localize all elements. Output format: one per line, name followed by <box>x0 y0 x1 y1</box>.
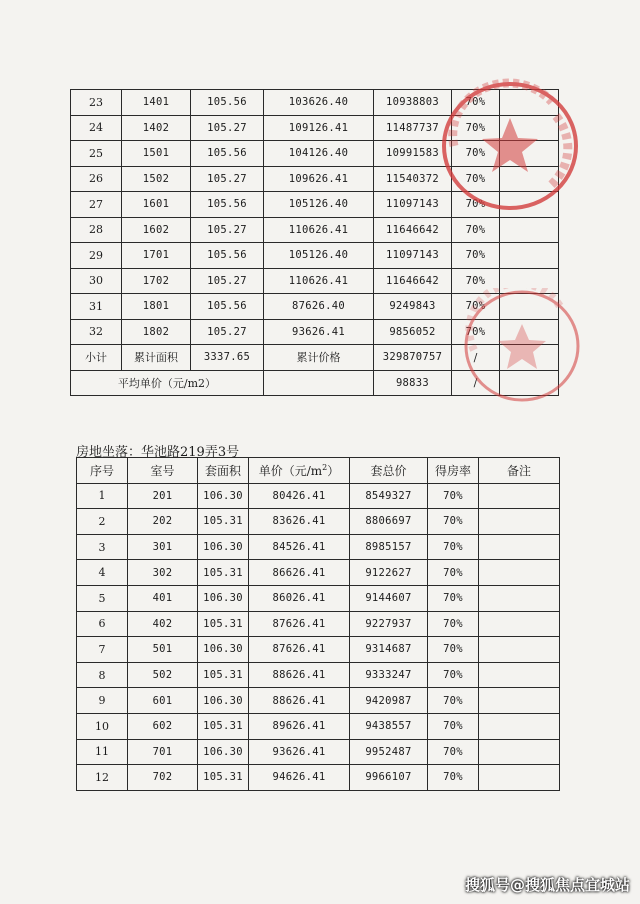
cell-rate: 70% <box>428 688 479 714</box>
cell-total: 8806697 <box>350 509 428 535</box>
cell-unit-price: 93626.41 <box>249 739 350 765</box>
cell-room: 301 <box>128 534 198 560</box>
cell-total: 9952487 <box>350 739 428 765</box>
cell-area: 106.30 <box>198 739 249 765</box>
table-header-row <box>77 458 560 484</box>
table-row <box>71 217 559 243</box>
header-rate: 得房率 <box>428 458 479 484</box>
cell-total: 9314687 <box>350 637 428 663</box>
subtotal-slash: / <box>452 345 500 371</box>
cell-note <box>479 534 560 560</box>
cell-note <box>479 560 560 586</box>
cell-room: 402 <box>128 611 198 637</box>
cell-seq: 8 <box>77 662 128 688</box>
cell-room: 1702 <box>122 268 191 294</box>
cell-unit-price: 88626.41 <box>249 688 350 714</box>
cell-seq: 10 <box>77 713 128 739</box>
cell-unit-price: 84526.41 <box>249 534 350 560</box>
cell-total: 11540372 <box>374 166 452 192</box>
table-row <box>71 243 559 269</box>
bottom-table-body <box>77 483 560 790</box>
cell-area: 105.56 <box>191 243 264 269</box>
cell-rate: 70% <box>452 243 500 269</box>
table-row <box>77 765 560 791</box>
cell-room: 302 <box>128 560 198 586</box>
cell-total: 9966107 <box>350 765 428 791</box>
cell-seq: 12 <box>77 765 128 791</box>
cell-rate: 70% <box>452 141 500 167</box>
cell-total: 11646642 <box>374 268 452 294</box>
cell-area: 106.30 <box>198 585 249 611</box>
average-price-value: 98833 <box>374 370 452 396</box>
cell-seq: 25 <box>71 141 122 167</box>
cell-unit-price: 109626.41 <box>264 166 374 192</box>
table-row <box>77 662 560 688</box>
cell-area: 106.30 <box>198 534 249 560</box>
company-seal-stamp <box>462 288 584 408</box>
cell-area: 105.56 <box>191 294 264 320</box>
header-note: 备注 <box>479 458 560 484</box>
cell-area: 105.31 <box>198 560 249 586</box>
cell-seq: 24 <box>71 115 122 141</box>
cell-unit-price: 86026.41 <box>249 585 350 611</box>
cell-seq: 4 <box>77 560 128 586</box>
cell-rate: 70% <box>428 739 479 765</box>
cell-rate: 70% <box>452 319 500 345</box>
subtotal-area-label: 累计面积 <box>122 345 191 371</box>
header-unit-price-main: 单价（元/m <box>258 463 323 478</box>
cell-total: 9122627 <box>350 560 428 586</box>
cell-room: 1701 <box>122 243 191 269</box>
cell-rate: 70% <box>428 637 479 663</box>
cell-seq: 9 <box>77 688 128 714</box>
cell-room: 201 <box>128 483 198 509</box>
location-label: 房地坐落： <box>76 445 142 460</box>
cell-area: 105.27 <box>191 268 264 294</box>
cell-note <box>479 739 560 765</box>
cell-seq: 30 <box>71 268 122 294</box>
header-room: 室号 <box>128 458 198 484</box>
cell-area: 106.30 <box>198 637 249 663</box>
cell-area: 105.27 <box>191 115 264 141</box>
cell-room: 1602 <box>122 217 191 243</box>
cell-rate: 70% <box>452 90 500 116</box>
cell-unit-price: 94626.41 <box>249 765 350 791</box>
cell-room: 202 <box>128 509 198 535</box>
seal-text-arc <box>453 83 552 146</box>
cell-total: 9333247 <box>350 662 428 688</box>
cell-note <box>479 509 560 535</box>
cell-note <box>479 662 560 688</box>
header-unit-price-sup: 2 <box>322 462 328 472</box>
cell-seq: 11 <box>77 739 128 765</box>
cell-note <box>500 217 559 243</box>
cell-rate: 70% <box>428 611 479 637</box>
table-row <box>77 483 560 509</box>
cell-area: 105.27 <box>191 217 264 243</box>
cell-room: 601 <box>128 688 198 714</box>
cell-unit-price: 105126.40 <box>264 243 374 269</box>
cell-room: 702 <box>128 765 198 791</box>
header-seq: 序号 <box>77 458 128 484</box>
seal-star-icon <box>482 118 538 172</box>
cell-unit-price: 103626.40 <box>264 90 374 116</box>
table-row <box>77 611 560 637</box>
cell-room: 501 <box>128 637 198 663</box>
cell-total: 9420987 <box>350 688 428 714</box>
cell-rate: 70% <box>428 509 479 535</box>
bottom-price-table <box>76 457 560 791</box>
cell-room: 401 <box>128 585 198 611</box>
average-slash: / <box>452 370 500 396</box>
cell-seq: 2 <box>77 509 128 535</box>
seal-star-icon <box>498 324 546 369</box>
cell-unit-price: 87626.41 <box>249 637 350 663</box>
cell-total: 8549327 <box>350 483 428 509</box>
header-total: 套总价 <box>350 458 428 484</box>
cell-unit-price: 93626.41 <box>264 319 374 345</box>
cell-total: 11646642 <box>374 217 452 243</box>
subtotal-label: 小计 <box>71 345 122 371</box>
cell-room: 701 <box>128 739 198 765</box>
cell-unit-price: 83626.41 <box>249 509 350 535</box>
cell-room: 1402 <box>122 115 191 141</box>
cell-total: 11097143 <box>374 243 452 269</box>
cell-unit-price: 88626.41 <box>249 662 350 688</box>
cell-rate: 70% <box>452 294 500 320</box>
subtotal-price-label: 累计价格 <box>264 345 374 371</box>
cell-rate: 70% <box>428 560 479 586</box>
cell-area: 105.31 <box>198 509 249 535</box>
table-row <box>77 585 560 611</box>
cell-rate: 70% <box>428 662 479 688</box>
cell-area: 105.56 <box>191 141 264 167</box>
subtotal-area-value: 3337.65 <box>191 345 264 371</box>
cell-rate: 70% <box>452 192 500 218</box>
average-price-label: 平均单价（元/m2） <box>71 370 264 396</box>
cell-seq: 32 <box>71 319 122 345</box>
cell-total: 11097143 <box>374 192 452 218</box>
cell-unit-price: 87626.41 <box>249 611 350 637</box>
cell-rate: 70% <box>428 534 479 560</box>
cell-unit-price: 110626.41 <box>264 217 374 243</box>
official-seal-stamp <box>432 76 584 216</box>
cell-total: 10991583 <box>374 141 452 167</box>
cell-total: 11487737 <box>374 115 452 141</box>
cell-room: 602 <box>128 713 198 739</box>
cell-seq: 1 <box>77 483 128 509</box>
cell-room: 1801 <box>122 294 191 320</box>
cell-area: 105.31 <box>198 765 249 791</box>
cell-seq: 27 <box>71 192 122 218</box>
table-row <box>77 688 560 714</box>
cell-room: 1802 <box>122 319 191 345</box>
cell-seq: 5 <box>77 585 128 611</box>
cell-seq: 29 <box>71 243 122 269</box>
cell-unit-price: 80426.41 <box>249 483 350 509</box>
cell-total: 9249843 <box>374 294 452 320</box>
cell-unit-price: 89626.41 <box>249 713 350 739</box>
cell-total: 8985157 <box>350 534 428 560</box>
header-area: 套面积 <box>198 458 249 484</box>
header-unit-price <box>249 458 350 484</box>
cell-area: 106.30 <box>198 688 249 714</box>
table-row <box>77 739 560 765</box>
cell-note <box>479 637 560 663</box>
cell-rate: 70% <box>452 115 500 141</box>
cell-rate: 70% <box>452 217 500 243</box>
cell-room: 1502 <box>122 166 191 192</box>
table-row <box>77 713 560 739</box>
cell-note <box>479 713 560 739</box>
cell-seq: 26 <box>71 166 122 192</box>
cell-unit-price: 87626.40 <box>264 294 374 320</box>
cell-seq: 3 <box>77 534 128 560</box>
cell-note <box>479 611 560 637</box>
table-row <box>77 560 560 586</box>
header-unit-price-end: ） <box>327 463 340 478</box>
cell-note <box>479 483 560 509</box>
cell-unit-price: 110626.41 <box>264 268 374 294</box>
cell-area: 105.31 <box>198 662 249 688</box>
cell-rate: 70% <box>428 483 479 509</box>
cell-room: 502 <box>128 662 198 688</box>
cell-note <box>479 765 560 791</box>
cell-seq: 31 <box>71 294 122 320</box>
table-row <box>77 534 560 560</box>
location-address: 华池路219弄3号 <box>141 445 240 460</box>
cell-room: 1401 <box>122 90 191 116</box>
table-row <box>77 509 560 535</box>
cell-total: 9227937 <box>350 611 428 637</box>
cell-room: 1501 <box>122 141 191 167</box>
table-row <box>77 637 560 663</box>
cell-unit-price: 105126.40 <box>264 192 374 218</box>
cell-seq: 7 <box>77 637 128 663</box>
cell-rate: 70% <box>452 268 500 294</box>
cell-total: 10938803 <box>374 90 452 116</box>
cell-unit-price: 86626.41 <box>249 560 350 586</box>
cell-unit-price: 104126.40 <box>264 141 374 167</box>
cell-note <box>479 688 560 714</box>
cell-area: 105.31 <box>198 713 249 739</box>
cell-note <box>500 243 559 269</box>
cell-rate: 70% <box>452 166 500 192</box>
cell-area: 105.27 <box>191 166 264 192</box>
cell-unit-price: 109126.41 <box>264 115 374 141</box>
cell-area: 105.31 <box>198 611 249 637</box>
cell-rate: 70% <box>428 713 479 739</box>
cell-area: 105.27 <box>191 319 264 345</box>
cell-total: 9856052 <box>374 319 452 345</box>
subtotal-price-value: 329870757 <box>374 345 452 371</box>
cell-seq: 28 <box>71 217 122 243</box>
cell-seq: 6 <box>77 611 128 637</box>
cell-area: 105.56 <box>191 192 264 218</box>
average-empty <box>264 370 374 396</box>
seal-text-arc-right <box>550 116 568 186</box>
cell-total: 9438557 <box>350 713 428 739</box>
cell-seq: 23 <box>71 90 122 116</box>
cell-total: 9144607 <box>350 585 428 611</box>
cell-rate: 70% <box>428 765 479 791</box>
source-watermark: 搜狐号@搜狐焦点宜城站 <box>464 876 630 894</box>
cell-area: 105.56 <box>191 90 264 116</box>
cell-room: 1601 <box>122 192 191 218</box>
cell-note <box>479 585 560 611</box>
cell-rate: 70% <box>428 585 479 611</box>
cell-area: 106.30 <box>198 483 249 509</box>
